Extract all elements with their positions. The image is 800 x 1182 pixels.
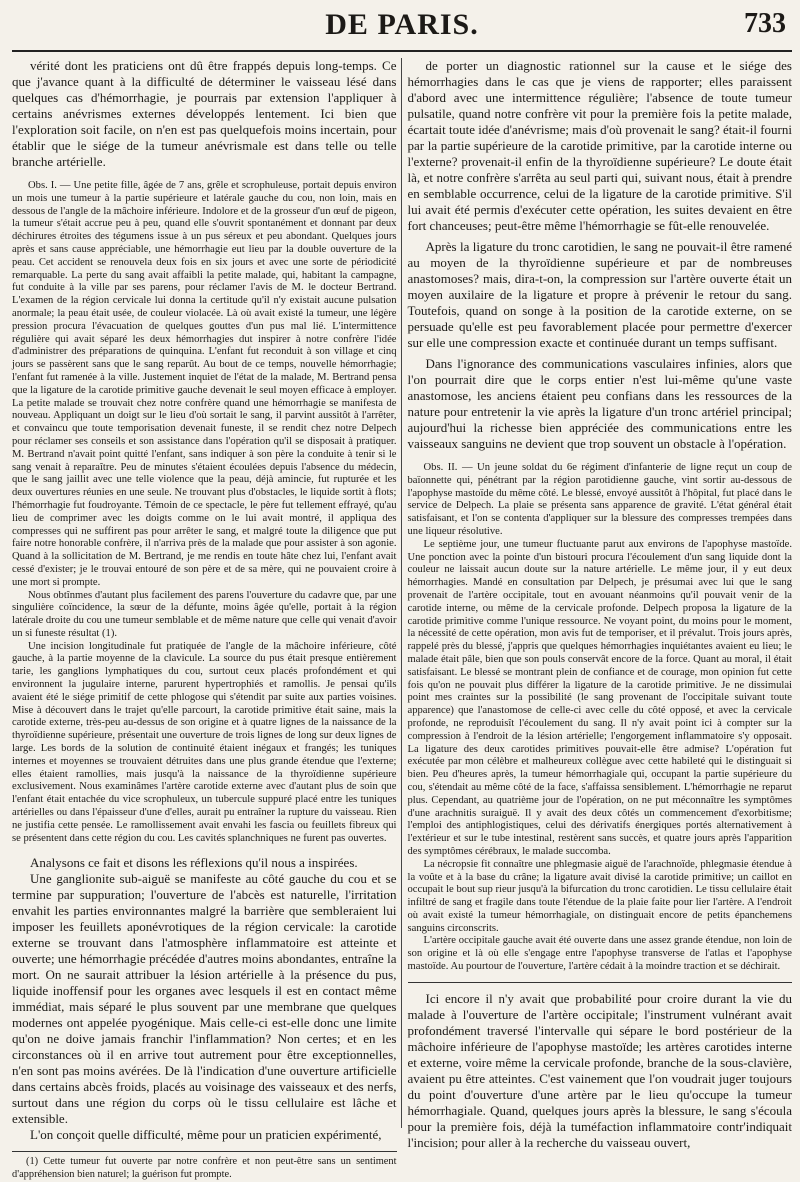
text-columns: [12, 58, 792, 1181]
observation-text: L'artère occipitale gauche avait été ouverte dans une assez grande étendue, non loin de son origine et là où elle s'engage entre l'apophyse transverse de l'atlas et l'apophyse mastoïde. Au pourtour de l'ouverture, l'artère cédait à la moindre traction et se déchirait.: [407, 935, 792, 973]
page-header: [12, 0, 792, 52]
running-title: DE PARIS.: [325, 8, 479, 41]
section-rule: [408, 982, 793, 983]
footnote: (1) Cette tumeur fut ouverte par notre confrère et non peut-être sans un sentiment d'appréhension bien naturel; la guérison fut prompte.: [12, 1156, 397, 1181]
paragraph: Dans l'ignorance des communications vasculaires infinies, alors que l'on pourrait dire que le corps entier n'est lui-même qu'une vaste anastomose, les anciens étaient peu confians dans les ressources de la nature pour entretenir la vie après la ligature d'un tronc artériel principal; aujourd'hui la richesse bien appréciée des communications entre les vaisseaux sanguins ne devient que trop souvent un obstacle à l'opération.: [407, 356, 792, 451]
observation-text: Obs. I. — Une petite fille, âgée de 7 ans, grêle et scrophuleuse, portait depuis environ un mois une tumeur à la partie supérieure et latérale gauche du cou, non loin, mais en dessous de l'angle de la mâchoire inférieure. Indolore et de la grosseur d'un œuf de pigeon, la tumeur s'était accrue peu à peu, quand elle s'ouvrit spontanément et donnant par deux déchirures étroites des tégumens issue à un pus séreux et peu abondant. Quelques jours après et sans cause appréciable, une hémorrhagie eut lieu par la double ouverture de la peau. Cet accident se renouvela deux fois en six jours et avec une sorte de périodicité remarquable. La perte du sang avait affaibli la petite malade, qui, habitant la campagne, fut conduite à la ville par ses parens, pour réclamer l'avis de M. le docteur Bertrand. L'examen de la région cervicale lui donna la certitude qu'il n'y existait aucune pulsation anormale; la peau était usée, de couleur violacée. Là où avait existé la tumeur, une légère pression procura l'évacuation de quelques gouttes d'un pus mal lié. L'intermittence régulière qui avait séparé les deux hémorrhagies dut inspirer à notre confrère l'idée d'administrer des préparations de quinquina. L'enfant fut reconduit à son village et cinq jours se passèrent sans que le sang reparût. Au bout de ce temps, nouvelle hémorrhagie; l'enfant fut ramenée à la ville. Justement inquiet de l'état de la malade, M. Bertrand pensa que la ligature de la carotide primitive gauche devenait le seul moyen efficace à employer. La petite malade se trouvait chez notre confrère quand une hémorrhagie se manifesta de nouveau. Appliquant un doigt sur le lieu d'où sortait le sang, il parvint aussitôt à l'arrêter, et convaincu que toute temporisation devenait funeste, il se rendit chez notre Delpech pour réclamer ses conseils et son assistance dans l'opération qu'il se disposait à pratiquer. M. Bertrand n'avait point quitté l'enfant, sans indiquer à son père la conduite à tenir si le sang venait à reparaître. Peu de minutes s'étaient écoulées depuis l'absence du médecin, que le sang jaillit avec une telle violence que la peau, déjà amincie, fut rupturée et les deux ouvertures réunies en une seule. Ne trouvant plus d'obstacles, le liquide sortit à flots; l'hémorrhagie fut foudroyante. Témoin de ce spectacle, le père fut tellement effrayé, qu'au lieu de comprimer avec les doigts comme on le lui avait montré, il appliqua des compresses qui ne suffirent pas pour arrêter le sang, et malgré toute la diligence que put faire notre honorable confrère, il n'arriva près de la malade que pour assister à son agonie. Quand à la sollicitation de M. Bertrand, je me rendis en toute hâte chez lui, l'enfant avait cessé d'exister; je le trouvai entouré de son père et de sa mère, qui ne pouvaient croire à une mort si prompte.: [12, 180, 397, 588]
paragraph: Analysons ce fait et disons les réflexions qu'il nous a inspirées.: [30, 855, 358, 871]
observation-text: Une incision longitudinale fut pratiquée de l'angle de la mâchoire inférieure, côté gauche, à la partie moyenne de la clavicule. La source du pus était presque entièrement tarie, les ganglions lymphatiques du cou, surtout ceux placés profondément et qui environnent la jugulaire interne, parurent hypertrophiés et ramollis. Je pensai qu'ils avaient été le siége primitif de cette phlogose qui s'étendit par suite aux parties voisines. Mise à découvert dans le trajet qu'elle parcourt, la carotide primitive était saine, mais la carotide externe, très-peu au-dessus de son origine et à quatre lignes de la naissance de la thyroïdienne supérieure, présentait une ouverture de trois lignes de long sur deux lignes de large. Les bords de la solution de continuité étaient inégaux et frangés; les tuniques internes et moyennes se trouvaient détruites dans une plus grande étendue que l'externe; elles étaient ramollies, mais jusqu'à la naissance de la thyroïdienne supérieure exclusivement. Nous examinâmes l'artère carotide externe avec d'autant plus de soin que l'enfant était entachée du vice scrophuleux, un tubercule suppuré placé entre les tuniques artérielles ou dans l'épaisseur d'une d'elles, aurait pu entraîner la rupture du vaisseau. Rien ne justifia cette pensée. Le ramollissement avait envahi les fascia ou feuillets fibreux qui se présentent dans cette région du cou. Les cavités splanchniques ne furent pas ouvertes.: [12, 640, 397, 844]
paragraph: L'on conçoit quelle difficulté, même pour un praticien expérimenté,: [30, 1127, 382, 1143]
paragraph: Ici encore il n'y avait que probabilité pour croire durant la vie du malade à l'ouverture de l'artère occipitale; l'instrument vulnérant avait profondément traversé l'intervalle qui sépare le bord postérieur de la mâchoire inférieure de l'apophyse mastoïde; les artères carotides interne et externe, voire même la cervicale profonde, branche de la sous-clavière, avaient pu être atteintes. C'est vainement que l'on voudrait juger toujours du point d'ouverture d'une artère par le lieu qu'occupe la tumeur hémorrhagiale. Quand, quelques jours après la blessure, le sang s'écoula pour la première fois, déjà la tuméfaction inflammatoire contr'indiquait l'incision; pour aller à la recherche du vaisseau ouvert,: [407, 990, 792, 1150]
paragraph: Une ganglionite sub-aiguë se manifeste au côté gauche du cou et se termine par suppuration; l'ouverture de l'abcès est naturelle, l'irritation envahit les parties environnantes malgré la barrière que sembleraient lui imposer les feuillets aponévrotiques de la région cervicale: la carotide externe se trouvant dans l'atmosphère inflammatoire est atteinte et ouverte; une hémorrhagie précédée d'autres moins abondantes, entraîne la mort. On ne saurait attribuer la lésion artérielle à la présence du pus, liquide inoffensif pour les organes avec lesquels il est en contact même immédiat, mais séparé le plus souvent par une membrane que quelques modernes ont appelée pyogénique. Mais celle-ci est-elle donc une limite qu'on ne doive jamais franchir l'inflammation? Non certes; et en les circonstances où il en arrive tout autrement pour être exceptionnelles, n'en sont pas moins avérées. De là l'indication d'une ouverture artificielle dans certains abcès froids, placés au voisinage des vaisseaux et des nerfs, surtout dans une région du corps où le tissu cellulaire est lâche et extensible.: [12, 871, 397, 1127]
observation-text: Le septième jour, une tumeur fluctuante parut aux environs de l'apophyse mastoïde. Une ponction avec la pointe d'un bistouri procura l'écoulement d'un sang liquide dont la couleur ne laissait aucun doute sur la nature artérielle. Le même jour, il y eut deux hémorrhagies. Mandé en consultation par Delpech, je présumai avec lui que le sang provenait de l'artère occipitale, tout en avouant néanmoins qu'il pouvait venir de la carotide interne, ou même de la cervicale profonde. Delpech proposa la ligature de la carotide primitive comme l'unique ressource. Ne voyant point, du moins pour le moment, la nécessité de cette opération, mon avis fut de temporiser, et il prévalut. Trois jours après, rappelé près du blessé, j'appris que quelques hémorrhagies inquiétantes avaient eu lieu; le malade était pâle, bien que son pouls conservât encore de la force. Quant au moral, il était satisfaisant. Le blessé se montrant plein de confiance et de courage, mon opinion fut cette fois qu'on ne pouvait plus différer la ligature de la carotide primitive. Je ne dissimulai point mes craintes sur la possibilité (le sang provenant de l'occipitale suivant toute apparence) que l'anastomose de celle-ci avec celle du côté opposé, et avec la cervicale profonde, ne reproduisît l'écoulement du sang. Il n'y avait point ici à compter sur la compression à l'endroit de la lésion artérielle; l'engorgement inflammatoire s'y opposait. La ligature des deux carotides primitives pouvait-elle être admise? L'opération fut exécutée par mon célèbre et malheureux collègue avec cette habileté qui le distinguait si bien. Peu d'heures après, la tumeur hémorrhagiale qui, occupant la partie supérieure du cou, s'étendait au même côté de la face, s'affaissa sensiblement. L'hémorrhagie ne reparut plus. Cependant, au quatrième jour de l'opération, on ne put méconnaître les symptômes d'une arachnitis suraiguë. Il y avait des deux côtés un commencement d'exorbitisme; l'emploi des antiphlogistiques, celui des dérivatifs énergiques portés alternativement à l'extérieur et sur le tube intestinal, restèrent sans succès, et quatre jours après l'apparition des symptômes cérébraux, le malade succomba.: [407, 538, 792, 857]
paragraph: vérité dont les praticiens ont dû être frappés depuis long-temps. Ce que j'avance quant à la difficulté de déterminer le vaisseau lésé dans quelques cas d'hémorrhagie, je pourrais par extension l'appliquer à certains anévrismes externes développés lentement. Ici bien que l'exploration soit facile, on n'en est pas quelquefois moins incertain, pour établir que le siége de la tumeur anévrismale est dans telle ou telle branche artérielle.: [12, 58, 397, 169]
page-number: 733: [744, 8, 786, 39]
left-column: [12, 58, 401, 1181]
observation-text: La nécropsie fit connaître une phlegmasie aiguë de l'arachnoïde, phlegmasie étendue à la voûte et à la base du crâne; la ligature avait divisé la carotide primitive; un caillot en occupait le bout sup rieur jusqu'à la bifurcation du tronc carotidien. Le tissu cellulaire était infiltré de sang et fragile dans toute l'étendue de la plaie faite pour lier l'artère. A l'endroit où avait existé la tumeur hémorrhagiale, on distinguait encore de petits épanchemens sanguins circonscrits.: [407, 858, 792, 934]
paragraph: Après la ligature du tronc carotidien, le sang ne pouvait-il être ramené au moyen de la thyroïdienne supérieure et par de nombreuses anastomoses? mais, dira-t-on, la compression sur l'artère ouverte était un moyen auxilaire de la ligature et propre à prévenir le retour du sang. Toutefois, quand on songe à la position de la carotide externe, on se persuade qu'elle est peu favorablement placée pour permettre d'exercer sur elle une compression exacte et continuée durant un temps suffisant.: [407, 239, 792, 350]
footnote-rule: [12, 1151, 397, 1152]
observation-text: Obs. II. — Un jeune soldat du 6e régiment d'infanterie de ligne reçut un coup de baïonnette qui, pénétrant par la région parotidienne gauche, vint sortir au-dessous de l'apophyse mastoïde du même côté. Le blessé, envoyé aussitôt à l'hôpital, fut placé dans le service de Delpech. La plaie se présenta sans apparence de gravité. L'état général était satisfaisant, et l'on se contenta d'appliquer sur la blessure des compresses trempées dans une liqueur résolutive.: [407, 462, 792, 537]
observation-text: Nous obtînmes d'autant plus facilement des parens l'ouverture du cadavre que, par une singulière coïncidence, la sœur de la défunte, moins âgée qu'elle, portait à la région latérale droite du cou une tumeur semblable et de même nature que celle qui venait d'avoir un si funeste résultat (1).: [12, 589, 397, 639]
paragraph: de porter un diagnostic rationnel sur la cause et le siége des hémorrhagies dans le cas que je viens de rapporter; elles paraissent d'abord avec une intermittence régulière; l'absence de toute tumeur pulsatile, quand notre confrère vit pour la première fois la petite malade, écartait toute idée d'anévrisme; mais d'où provenait le sang? était-il fourni par la partie supérieure de la carotide primitive, par la carotide interne ou l'externe? provenait-il enfin de la thyroïdienne supérieure? Le doute était là, et notre confrère s'arrêta au seul parti qui, suivant nous, était à prendre en semblable occurrence, celui de la ligature de la carotide primitive. S'il lui avait été permis d'exécuter cette opération, les suites devaient en être fort chanceuses; peut-être même l'hémorrhagie se fût-elle renouvelée.: [407, 58, 792, 233]
right-column: [401, 58, 793, 1150]
